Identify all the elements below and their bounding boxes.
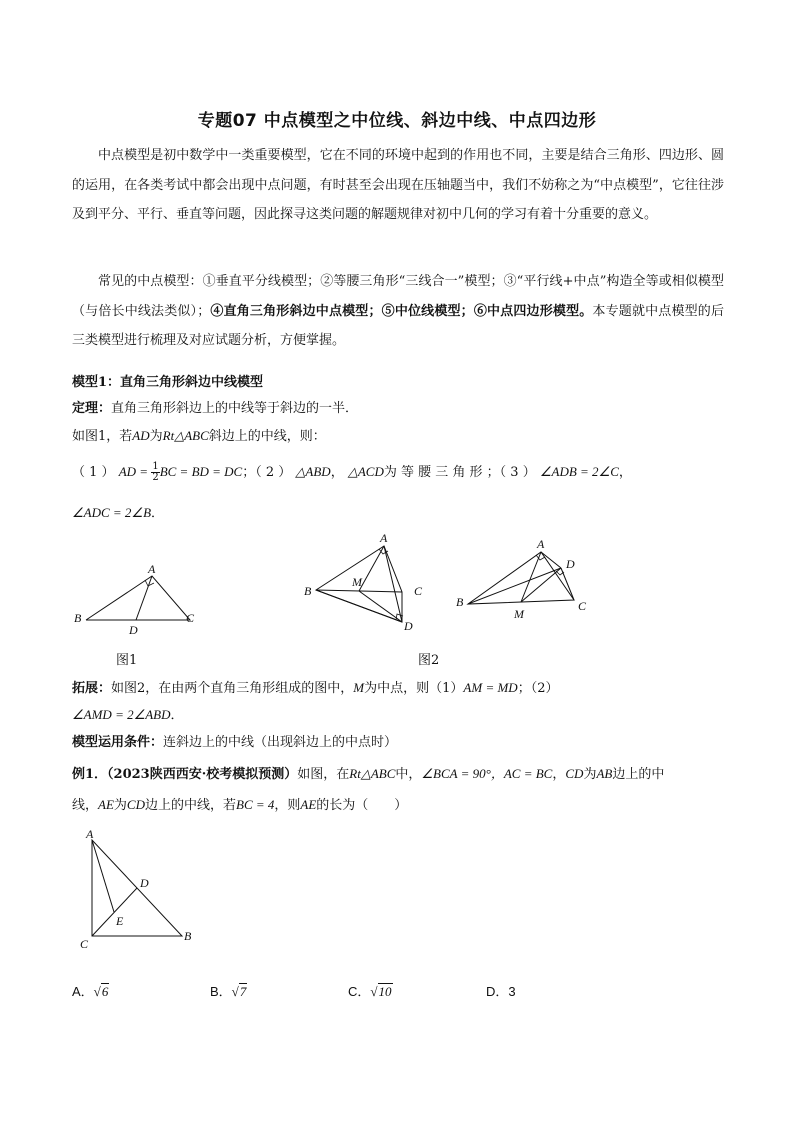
item1-eq: = <box>136 464 152 479</box>
example1-math-b: ∠BCA = 90°，AC = BC <box>421 766 553 781</box>
choice-a-radicand: 6 <box>101 984 109 999</box>
half-fraction <box>151 462 159 483</box>
choice-c-label: C． <box>348 984 371 999</box>
fig1-intro-ad: AD <box>132 428 150 443</box>
choice-d-label: D． <box>486 984 509 999</box>
example1-line2-b: 为 <box>113 798 127 813</box>
example1-line2 <box>72 794 724 813</box>
example1-math-c: CD <box>565 766 584 781</box>
example1-text-d: 为 <box>583 767 597 782</box>
intro-2-bold: ④直角三角形斜边中点模型；⑤中位线模型；⑥中点四边形模型。 <box>210 303 593 319</box>
item4-end: ． <box>151 506 165 521</box>
f2-label-b: B <box>304 584 312 598</box>
figure1-intro <box>72 425 724 444</box>
choice-b-radicand: 7 <box>239 984 247 999</box>
figure-1-caption: 图1 <box>116 653 138 668</box>
item1-open: （ 1 ） <box>72 465 115 480</box>
item3-end: ， <box>618 465 632 480</box>
extension-m: M <box>353 680 365 695</box>
condition-line <box>72 731 724 750</box>
model1-heading: 模型1：直角三角形斜边中线模型 <box>72 375 264 390</box>
f1-label-d: D <box>129 623 138 637</box>
theorem-label: 定理： <box>72 401 112 416</box>
choice-c-sqrt: √10 <box>370 984 392 999</box>
extension-line2 <box>72 704 724 723</box>
fraction-numerator: 1 <box>152 461 159 472</box>
item3-angle: ∠ADB = 2∠C <box>539 464 619 479</box>
example1-math-f: CD <box>126 797 145 812</box>
choice-a-sqrt: √6 <box>93 984 109 999</box>
f3-label-b: B <box>456 595 464 609</box>
intro-paragraph-2 <box>72 267 724 356</box>
f3-label-c: C <box>578 599 587 613</box>
theorem-line <box>72 397 724 416</box>
condition-label: 模型运用条件： <box>72 735 164 750</box>
extension-end: ． <box>170 708 184 723</box>
extension-eq-1: AM = MD <box>463 680 518 695</box>
intro-2-end: 本专题就中点模型的后三类模型进行梳理及对应试题分析，方便掌握。 <box>72 303 724 348</box>
f4-label-d: D <box>140 876 149 890</box>
f2-label-a: A <box>380 531 388 545</box>
example1-line2-e: 的长为（ ） <box>316 798 408 813</box>
f3-label-a: A <box>537 537 545 551</box>
example1-math-a: Rt△ABC <box>349 766 396 781</box>
item2-open: ；（ 2 ） <box>242 465 292 480</box>
f3-label-m: M <box>514 607 524 621</box>
theorem-text: 直角三角形斜边上的中线等于斜边的一半． <box>111 401 359 416</box>
choice-c-radicand: 10 <box>378 984 392 999</box>
example1-diagram <box>78 827 208 951</box>
example1-line2-d: ，则 <box>274 798 301 813</box>
example1-math-g: BC = 4 <box>236 797 275 812</box>
example1-label: 例1．（2023陕西西安·校考模拟预测） <box>72 767 298 782</box>
item2-abd: △ABD <box>295 464 331 479</box>
choice-a[interactable] <box>72 981 109 1000</box>
extension-text: 如图2，在由两个直角三角形组成的图中， <box>111 681 354 696</box>
item2-acd: △ACD <box>347 464 384 479</box>
f4-label-a: A <box>86 827 94 841</box>
choice-b[interactable] <box>210 981 247 1000</box>
example1-line2-a: 线， <box>72 798 99 813</box>
fig1-intro-text-e: 斜边上的中线，则： <box>208 429 326 444</box>
f2-label-d: D <box>404 619 413 633</box>
figure-2-caption: 图2 <box>418 653 440 668</box>
example1-text-a: 如图，在 <box>297 767 350 782</box>
example1-text-c: ， <box>552 767 566 782</box>
condition-text: 连斜边上的中线（出现斜边上的中点时） <box>163 735 398 750</box>
fig1-intro-text-c: 为 <box>149 429 163 444</box>
item2-text: 为 等 腰 三 角 形 ；（ 3 ） <box>383 465 536 480</box>
extension-text-2: 为中点，则（1） <box>364 681 464 696</box>
item1-rest: BC = BD = DC <box>159 464 243 479</box>
page-title: 专题07 中点模型之中位线、斜边中线、中点四边形 <box>197 111 597 131</box>
example1-math-d: AB <box>596 766 613 781</box>
item1-lhs: AD <box>118 464 137 479</box>
fig1-intro-rt: Rt△ABC <box>162 428 209 443</box>
f4-label-c: C <box>80 937 89 951</box>
f3-label-d: D <box>566 557 575 571</box>
extension-text-3: ；（2） <box>517 681 559 696</box>
choice-d-value: 3 <box>508 984 516 999</box>
f4-label-e: E <box>116 914 124 928</box>
example1-text-b: 中， <box>395 767 422 782</box>
f1-label-b: B <box>74 611 82 625</box>
f2-label-m: M <box>352 575 362 589</box>
fraction-denominator: 2 <box>152 472 159 483</box>
item4-angle: ∠ADC = 2∠B <box>72 505 152 520</box>
example1-line2-c: 边上的中线，若 <box>144 798 236 813</box>
f1-label-c: C <box>186 611 195 625</box>
figure-2-diagram <box>304 532 434 632</box>
extension-eq-2: ∠AMD = 2∠ABD <box>72 707 171 722</box>
extension-label: 拓展： <box>72 681 112 696</box>
fig1-intro-text-a: 如图1，若 <box>72 429 133 444</box>
property-list-line1 <box>72 461 724 483</box>
choice-c[interactable] <box>348 981 393 1000</box>
example1-math-h: AE <box>300 797 317 812</box>
intro-paragraph-1: 中点模型是初中数学中一类重要模型，它在不同的环境中起到的作用也不同，主要是结合三角形、四边形、圆的运用，在各类考试中都会出现中点问题，有时甚至会出现在压轴题当中，我们不妨称之为“中点模型”，它往往涉及到平分、平行、垂直等问题，因此探寻这类问题的解题规律对初中几何的学习有着十分重要的意义。 <box>72 148 724 222</box>
property-list-line2 <box>72 502 724 521</box>
choice-d[interactable] <box>486 981 516 1000</box>
f2-label-c: C <box>414 584 423 598</box>
choice-a-label: A． <box>72 984 94 999</box>
f4-label-b: B <box>184 929 192 943</box>
example1-line1 <box>72 763 724 782</box>
extension-line1 <box>72 677 724 696</box>
item2-comma: ， <box>330 465 344 480</box>
figure-1-diagram <box>74 562 204 637</box>
f1-label-a: A <box>148 562 156 576</box>
intro-2-text: 常见的中点模型：①垂直平分线模型；②等腰三角形“三线合一”模型；③“平行线+中点”构造全等或相似模型（与倍长中线法类似）； <box>72 274 724 319</box>
example1-text-e: 边上的中 <box>612 767 665 782</box>
figure-3-diagram <box>456 538 596 628</box>
choice-b-label: B． <box>210 984 232 999</box>
example1-math-e: AE <box>98 797 114 812</box>
choice-b-sqrt: √7 <box>231 984 247 999</box>
